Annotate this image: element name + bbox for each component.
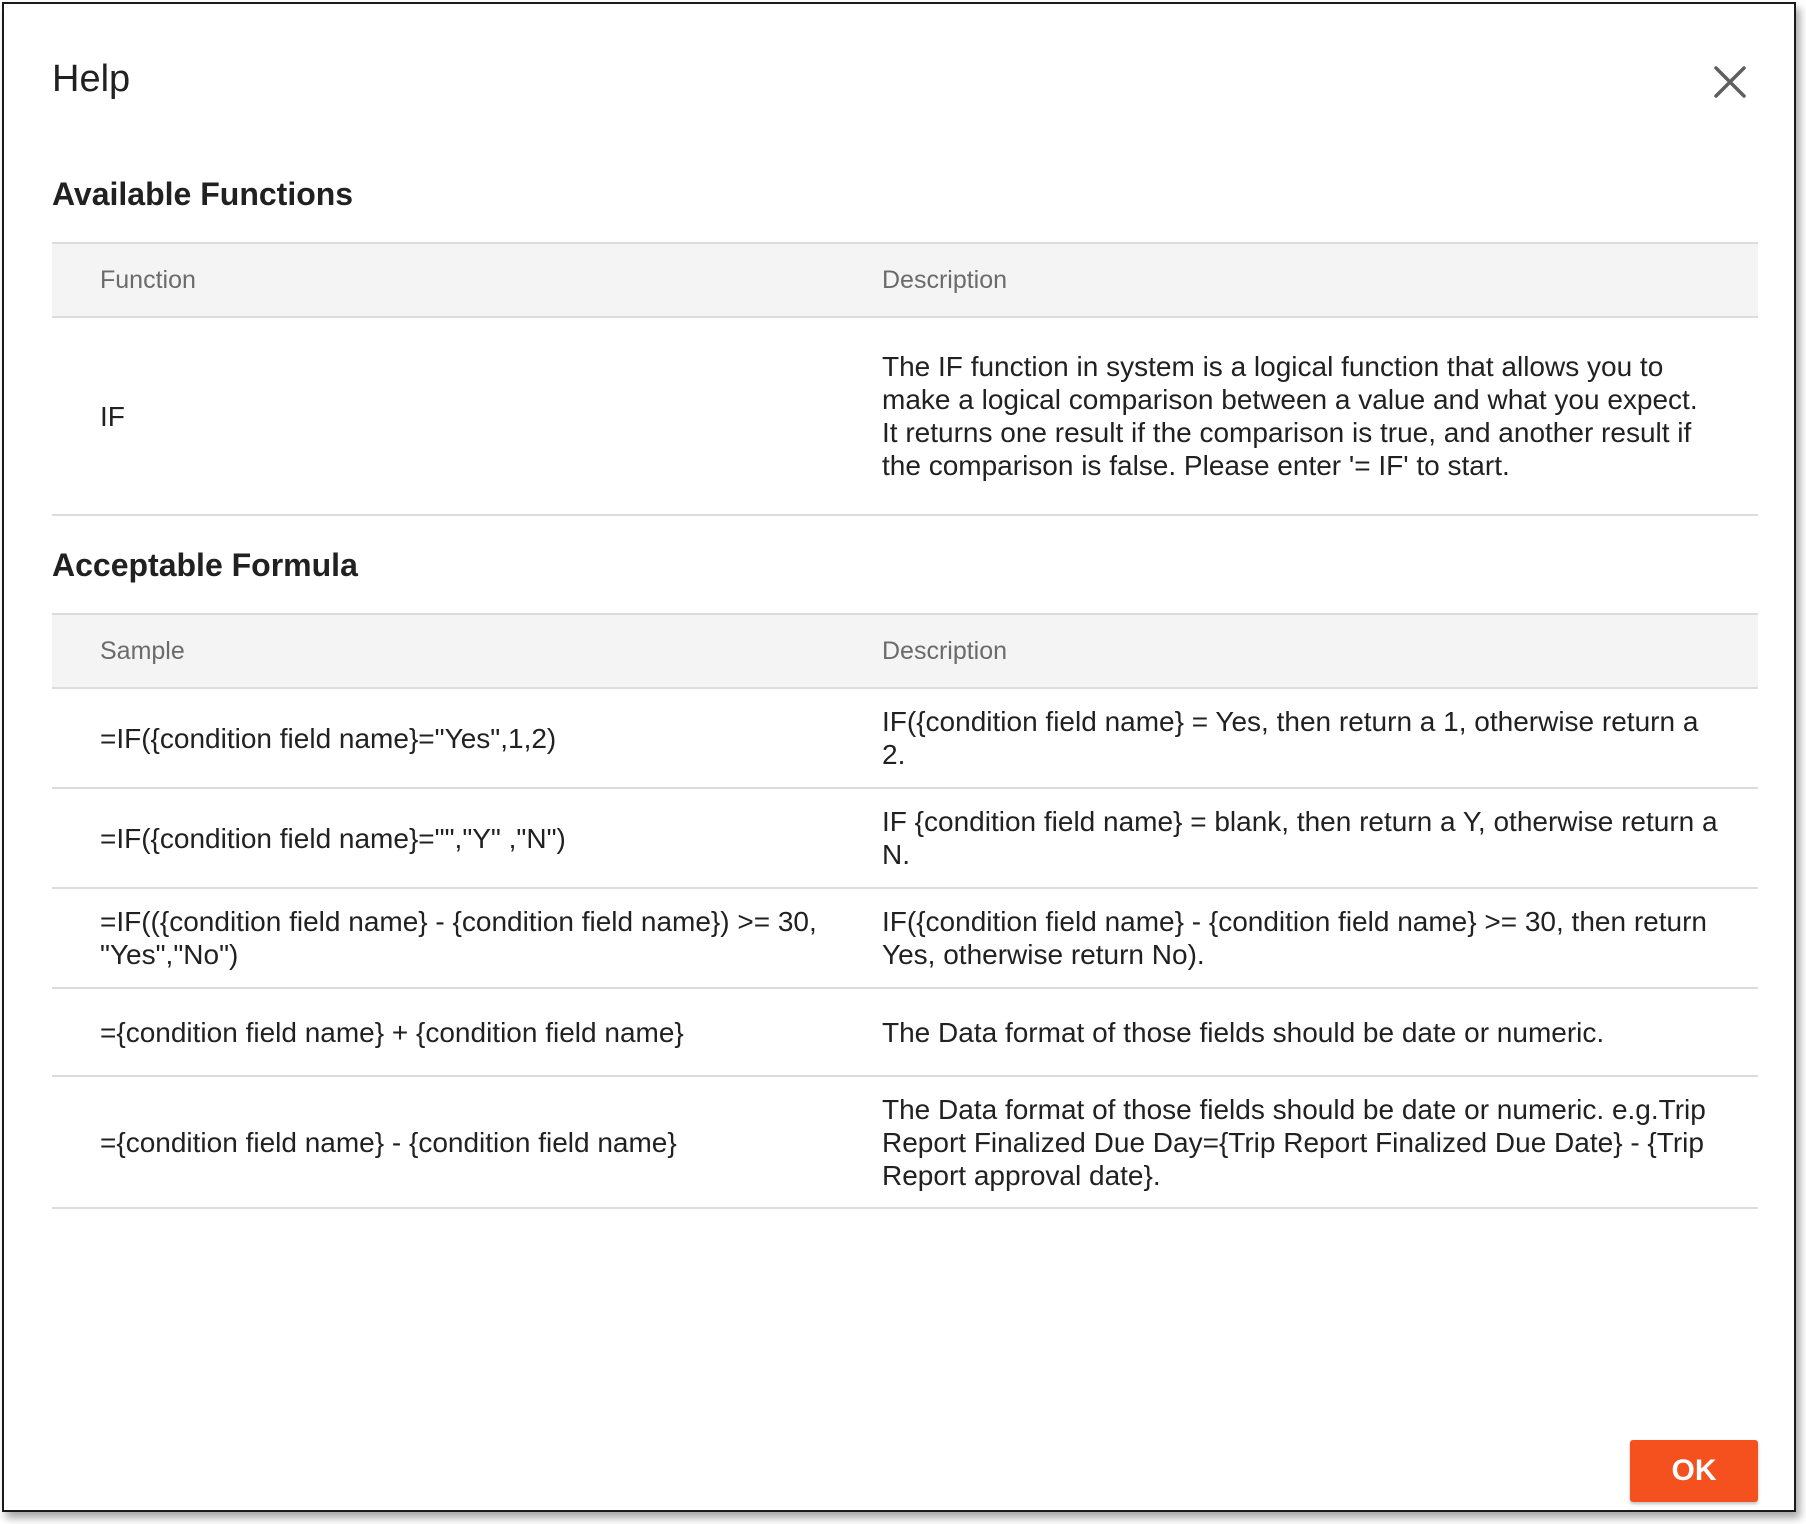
- formula-sample: ={condition field name} - {condition field name}: [52, 1076, 882, 1208]
- formula-header-row: [52, 614, 1758, 688]
- formula-description: IF({condition field name} - {condition field name} >= 30, then return Yes, otherwise return No).: [882, 888, 1758, 988]
- formula-sample: =IF({condition field name}="Yes",1,2): [52, 688, 882, 788]
- column-header-description: Description: [882, 243, 1758, 317]
- functions-header-row: [52, 243, 1758, 317]
- formula-description: The Data format of those fields should be date or numeric.: [882, 988, 1758, 1076]
- table-row: [52, 1076, 1758, 1208]
- table-row: [52, 988, 1758, 1076]
- close-button[interactable]: [1706, 58, 1754, 106]
- acceptable-formula-title: Acceptable Formula: [52, 547, 358, 583]
- dialog-title: Help: [52, 58, 131, 100]
- formula-description: The Data format of those fields should be date or numeric. e.g.Trip Report Finalized Due Day={Trip Report Finalized Due Date} - {Trip Report approval date}.: [882, 1076, 1758, 1208]
- table-row: [52, 888, 1758, 988]
- close-icon: [1706, 58, 1754, 106]
- column-header-description: Description: [882, 614, 1758, 688]
- column-header-sample: Sample: [52, 614, 882, 688]
- table-row: [52, 317, 1758, 515]
- function-description: The IF function in system is a logical function that allows you to make a logical comparison between a value and what you expect. It returns one result if the comparison is true, and another result if the comparison is false. Please enter '= IF' to start.: [882, 317, 1758, 515]
- table-row: [52, 688, 1758, 788]
- help-dialog: [2, 2, 1796, 1512]
- formula-table: [52, 613, 1758, 1209]
- available-functions-title: Available Functions: [52, 176, 354, 212]
- formula-description: IF({condition field name} = Yes, then return a 1, otherwise return a 2.: [882, 688, 1758, 788]
- formula-sample: =IF({condition field name}="","Y" ,"N"): [52, 788, 882, 888]
- table-row: [52, 788, 1758, 888]
- column-header-function: Function: [52, 243, 882, 317]
- functions-table: [52, 242, 1758, 516]
- ok-button[interactable]: OK: [1630, 1440, 1758, 1502]
- formula-description: IF {condition field name} = blank, then return a Y, otherwise return a N.: [882, 788, 1758, 888]
- formula-sample: ={condition field name} + {condition field name}: [52, 988, 882, 1076]
- function-name: IF: [52, 317, 882, 515]
- formula-sample: =IF(({condition field name} - {condition field name}) >= 30, "Yes","No"): [52, 888, 882, 988]
